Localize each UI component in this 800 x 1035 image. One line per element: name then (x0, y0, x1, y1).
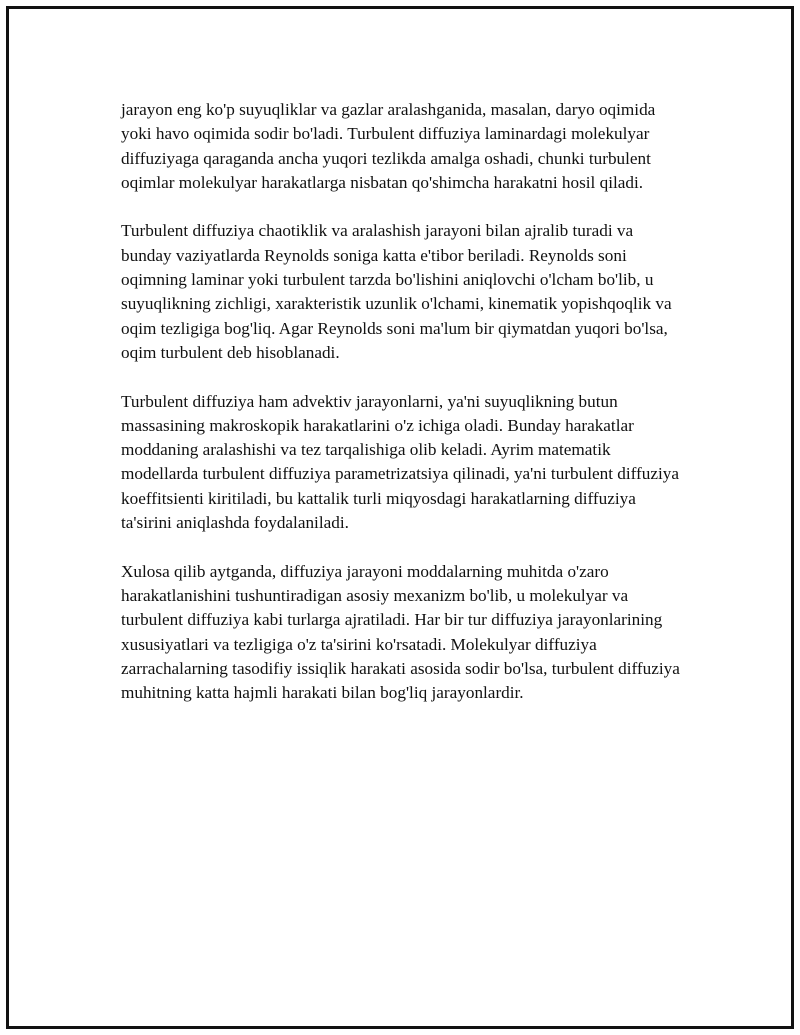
paragraph-4: Xulosa qilib aytganda, diffuziya jarayoni moddalarning muhitda o'zaro harakatlanishini tushuntiradigan asosiy mexanizm bo'lib, u molekulyar va turbulent diffuziya kabi turlarga ajratiladi. Har bir tur diffuziya jarayonlarining xususiyatlari va tezligiga o'z ta'sirini ko'rsatadi. Molekulyar diffuziya zarrachalarning tasodifiy issiqlik harakati asosida sodir bo'lsa, turbulent diffuziya muhitning katta hajmli harakati bilan bog'liq jarayonlardir. (121, 561, 680, 703)
document-page (6, 6, 794, 1029)
paragraph-1: jarayon eng ko'p suyuqliklar va gazlar aralashganida, masalan, daryo oqimida yoki havo oqimida sodir bo'ladi. Turbulent diffuziya laminardagi molekulyar diffuziyaga qaraganda ancha yuqori tezlikda amalga oshadi, chunki turbulent oqimlar molekulyar harakatlarga nisbatan qo'shimcha harakatni hosil qiladi. (121, 100, 656, 192)
document-body (121, 98, 681, 730)
paragraph-2: Turbulent diffuziya chaotiklik va aralashish jarayoni bilan ajralib turadi va bunday vaziyatlarda Reynolds soniga katta e'tibor beriladi. Reynolds soni oqimning laminar yoki turbulent tarzda bo'lishini aniqlovchi o'lcham bo'lib, u suyuqlikning zichligi, xarakteristik uzunlik o'lchami, kinematik yopishqoqlik va oqim tezligiga bog'liq. Agar Reynolds soni ma'lum bir qiymatdan yuqori bo'lsa, oqim turbulent deb hisoblanadi. (121, 221, 672, 362)
paragraph-3: Turbulent diffuziya ham advektiv jarayonlarni, ya'ni suyuqlikning butun massasining makroskopik harakatlarini o'z ichiga oladi. Bunday harakatlar moddaning aralashishi va tez tarqalishiga olib keladi. Ayrim matematik modellarda turbulent diffuziya parametrizatsiya qilinadi, ya'ni turbulent diffuziya koeffitsienti kiritiladi, bu kattalik turli miqyosdagi harakatlarning diffuziya ta'sirini aniqlashda foydalaniladi. (121, 391, 680, 533)
